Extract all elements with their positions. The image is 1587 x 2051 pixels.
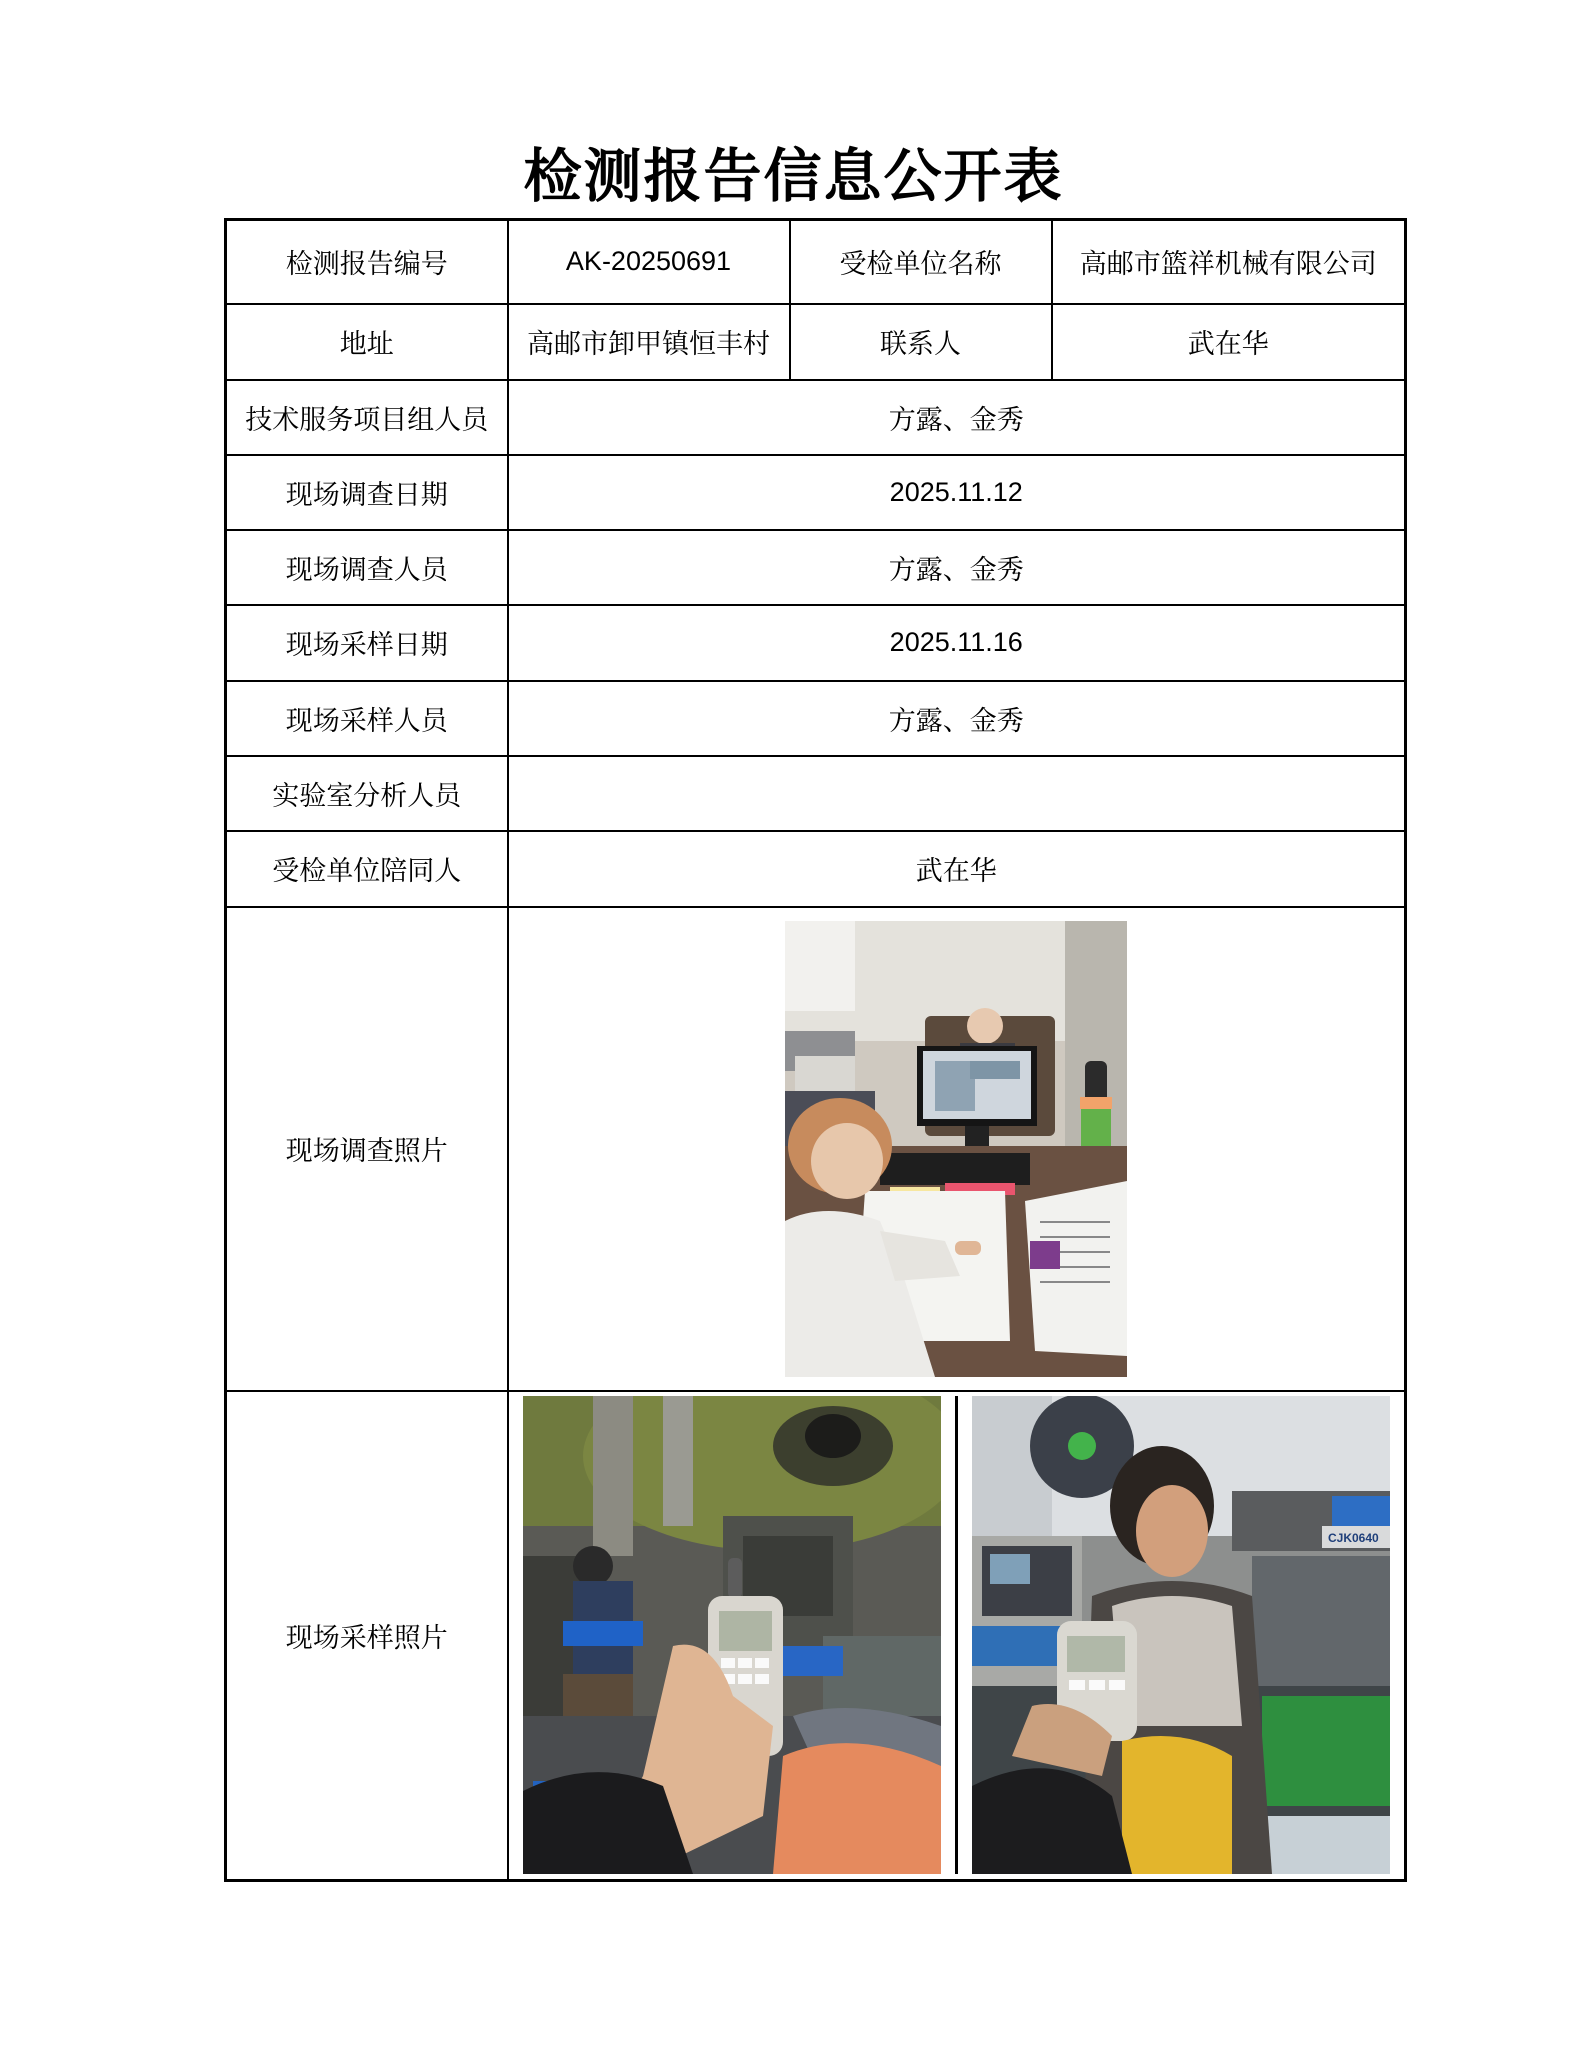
table-row: [226, 1391, 1406, 1881]
survey-photo-cell: [508, 907, 1406, 1391]
survey-staff-value: 方露、金秀: [508, 530, 1406, 605]
table-row: [226, 380, 1406, 455]
survey-date-label: 现场调查日期: [226, 455, 508, 530]
table-row: [226, 605, 1406, 681]
report-info-table: [224, 218, 1407, 1882]
sampling-date-value: 2025.11.16: [508, 605, 1406, 681]
sampling-photo-left-frame: [509, 1396, 955, 1874]
lab-staff-label: 实验室分析人员: [226, 756, 508, 831]
report-no-value: AK-20250691: [508, 220, 790, 304]
sampling-photo-cell: [508, 1391, 1406, 1881]
escort-label: 受检单位陪同人: [226, 831, 508, 907]
machine-label-text: CJK0640: [1327, 1531, 1379, 1546]
team-value: 方露、金秀: [508, 380, 1406, 455]
sampling-staff-value: 方露、金秀: [508, 681, 1406, 756]
escort-value: 武在华: [508, 831, 1406, 907]
survey-staff-label: 现场调查人员: [226, 530, 508, 605]
sampling-photo-label: 现场采样照片: [226, 1391, 508, 1881]
report-no-label: 检测报告编号: [226, 220, 508, 304]
contact-value: 武在华: [1052, 304, 1406, 380]
table-row: [226, 681, 1406, 756]
team-label: 技术服务项目组人员: [226, 380, 508, 455]
table-row: [226, 530, 1406, 605]
sampling-photo-right: [972, 1396, 1390, 1874]
unit-name-label: 受检单位名称: [790, 220, 1052, 304]
table-row: [226, 220, 1406, 304]
sampling-photo-right-frame: [955, 1396, 1404, 1874]
survey-date-value: 2025.11.12: [508, 455, 1406, 530]
sampling-photo-left: [523, 1396, 941, 1874]
table-row: [226, 756, 1406, 831]
unit-name-value: 高邮市篮祥机械有限公司: [1052, 220, 1406, 304]
sampling-staff-label: 现场采样人员: [226, 681, 508, 756]
survey-photo-label: 现场调查照片: [226, 907, 508, 1391]
table-row: [226, 831, 1406, 907]
address-label: 地址: [226, 304, 508, 380]
table-row: [226, 455, 1406, 530]
table-row: [226, 304, 1406, 380]
address-value: 高邮市卸甲镇恒丰村: [508, 304, 790, 380]
table-row: [226, 907, 1406, 1391]
survey-photo: [785, 921, 1127, 1377]
contact-label: 联系人: [790, 304, 1052, 380]
lab-staff-value: [508, 756, 1406, 831]
page-title: 检测报告信息公开表: [523, 142, 1064, 210]
sampling-date-label: 现场采样日期: [226, 605, 508, 681]
